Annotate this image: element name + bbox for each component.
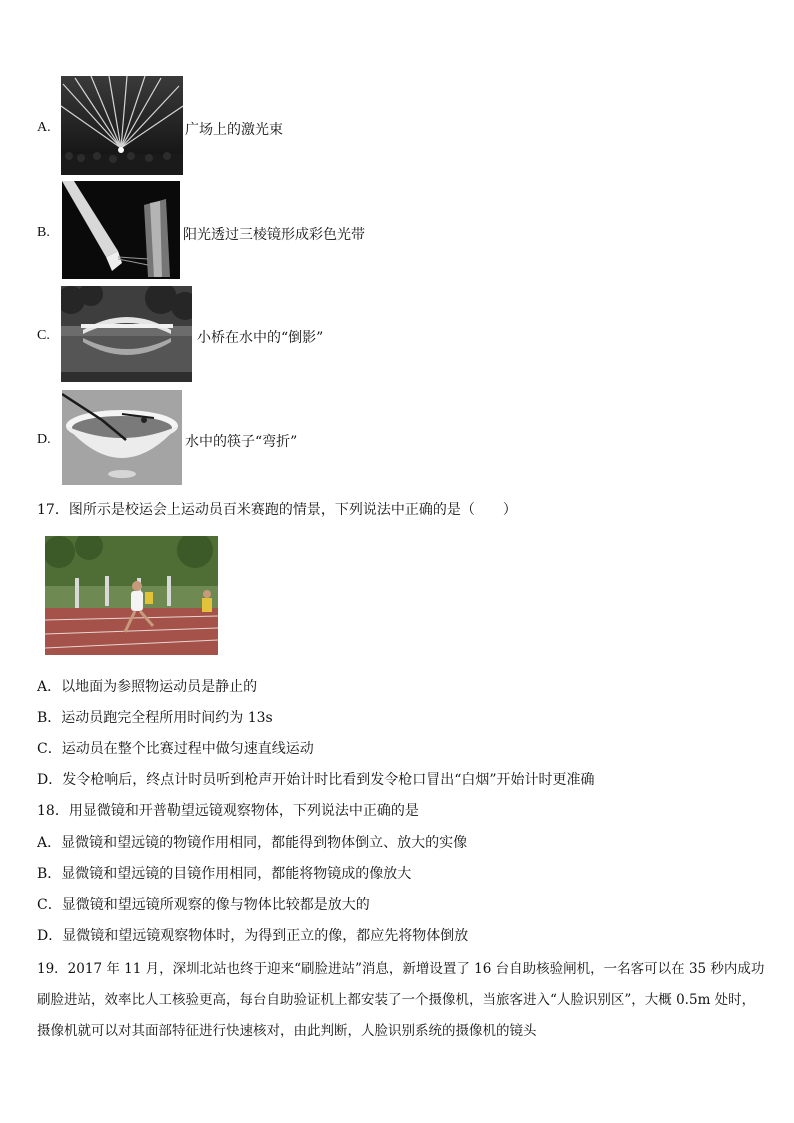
option-a-caption: 广场上的激光束 <box>185 122 283 138</box>
runner-photo <box>45 536 218 655</box>
q19-line-2: 刷脸进站，效率比人工核验更高，每台自助验证机上都安装了一个摄像机，当旅客进入“人脸识别区”，大概 0.5m 处时， <box>37 992 756 1008</box>
chopsticks-bowl-photo <box>62 390 182 485</box>
option-b-caption: 阳光透过三棱镜形成彩色光带 <box>183 227 365 243</box>
q17-option-b: B．运动员跑完全程所用时间约为 13s <box>37 710 273 726</box>
q18-stem: 18．用显微镜和开普勒望远镜观察物体，下列说法中正确的是 <box>37 803 419 819</box>
bridge-reflection-photo <box>61 286 192 382</box>
option-c-caption: 小桥在水中的“倒影” <box>197 330 324 346</box>
q17-option-a: A．以地面为参照物运动员是静止的 <box>37 679 258 695</box>
q19-line-3: 摄像机就可以对其面部特征进行快速核对，由此判断，人脸识别系统的摄像机的镜头 <box>37 1023 537 1039</box>
q18-option-c: C．显微镜和望远镜所观察的像与物体比较都是放大的 <box>37 897 370 913</box>
option-d-caption: 水中的筷子“弯折” <box>185 434 298 450</box>
option-d-letter: D. <box>37 432 51 447</box>
q19-line-1: 19．2017 年 11 月，深圳北站也终于迎来“刷脸进站”消息，新增设置了 16 台自助核验闸机，一名客可以在 35 秒内成功 <box>37 961 765 977</box>
option-c-letter: C. <box>37 328 50 343</box>
q18-option-d: D．显微镜和望远镜观察物体时，为得到正立的像，都应先将物体倒放 <box>37 928 469 944</box>
q18-option-a: A．显微镜和望远镜的物镜作用相同，都能得到物体倒立、放大的实像 <box>37 835 468 851</box>
option-b-letter: B. <box>37 225 50 240</box>
prism-photo <box>62 181 180 279</box>
laser-beams-photo <box>61 76 183 175</box>
q17-option-c: C．运动员在整个比赛过程中做匀速直线运动 <box>37 741 314 757</box>
q17-stem: 17．图所示是校运会上运动员百米赛跑的情景，下列说法中正确的是（ ） <box>37 502 517 518</box>
option-a-letter: A. <box>37 120 51 135</box>
q18-option-b: B．显微镜和望远镜的目镜作用相同，都能将物镜成的像放大 <box>37 866 412 882</box>
q17-option-d: D．发令枪响后，终点计时员听到枪声开始计时比看到发令枪口冒出“白烟”开始计时更准确 <box>37 772 595 788</box>
